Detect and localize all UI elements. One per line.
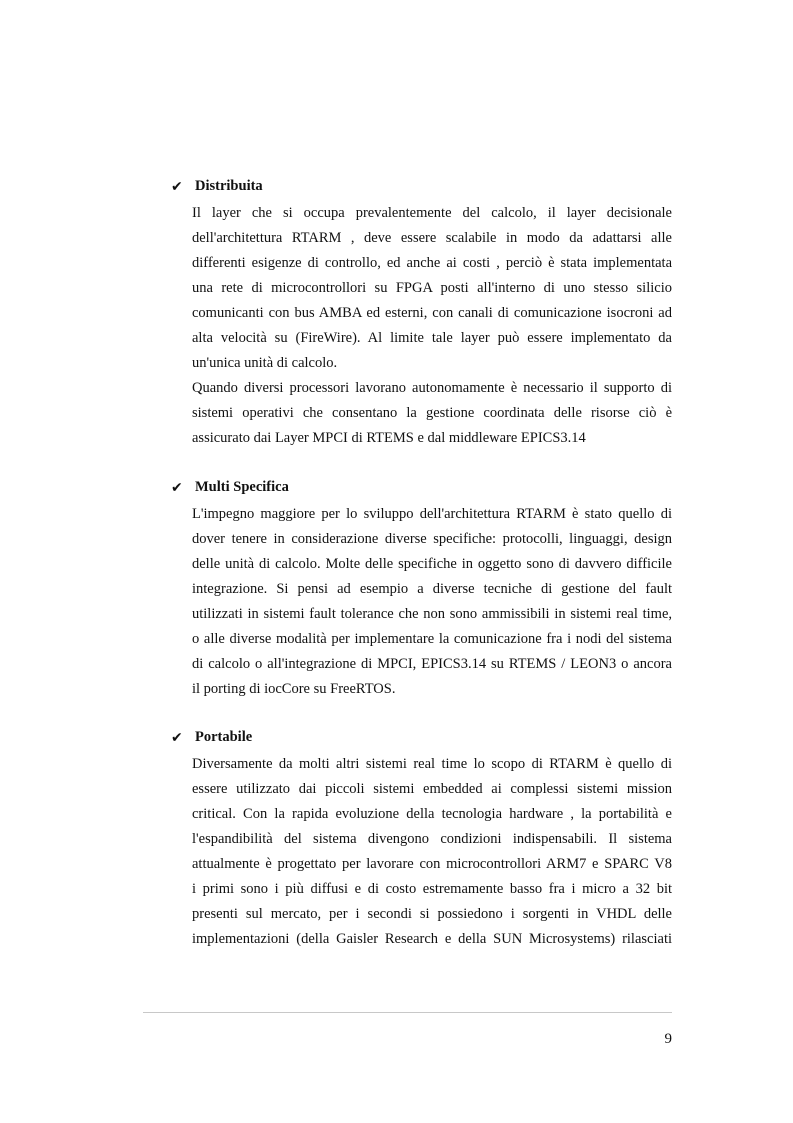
- paragraph: [168, 752, 672, 952]
- text-line: sistemi operativi che consentano la gestione coordinata delle risorse ciò è: [192, 405, 672, 421]
- text-line: integrazione. Si pensi ad esempio a diverse tecniche di gestione del fault: [192, 581, 672, 597]
- text-line: il porting di iocCore su FreeRTOS.: [192, 681, 396, 697]
- text-line: l'espandibilità del sistema divengono condizioni indispensabili. Il sistema: [192, 831, 672, 847]
- text-line: una rete di microcontrollori su FPGA posti all'interno di uno stesso silicio: [192, 280, 672, 296]
- paragraph: [168, 502, 672, 702]
- checkmark-bullet-icon: ✔: [171, 730, 183, 746]
- text-line: o alle diverse modalità per implementare la comunicazione fra i nodi del sistema: [192, 631, 672, 647]
- page-number: 9: [664, 1031, 672, 1047]
- text-line: un'unica unità di calcolo.: [192, 355, 338, 371]
- text-line: delle unità di calcolo. Molte delle specifiche in oggetto sono di davvero difficile: [192, 556, 672, 572]
- text-line: Quando diversi processori lavorano autonomamente è necessario il supporto di: [192, 380, 672, 396]
- section-heading: Distribuita: [195, 178, 263, 194]
- text-line: i primi sono i più diffusi e di costo estremamente basso fra i micro a 32 bit: [192, 881, 672, 897]
- text-line: alta velocità su (FireWire). Al limite tale layer può essere implementato da: [192, 330, 672, 346]
- text-line: utilizzati in sistemi fault tolerance che non sono ammissibili in sistemi real time,: [192, 606, 672, 622]
- text-line: L'impegno maggiore per lo sviluppo dell'architettura RTARM è stato quello di: [192, 506, 672, 522]
- section-heading-row: [168, 177, 672, 199]
- text-line: presenti sul mercato, per i secondi si possiedono i sorgenti in VHDL delle: [192, 906, 672, 922]
- text-line: assicurato dai Layer MPCI di RTEMS e dal middleware EPICS3.14: [192, 430, 586, 446]
- text-line: comunicanti con bus AMBA ed esterni, con canali di comunicazione isocroni ad: [192, 305, 672, 321]
- checkmark-bullet-icon: ✔: [171, 179, 183, 195]
- section-multi-specifica: [168, 478, 672, 702]
- text-line: essere utilizzato dai piccoli sistemi embedded ai complessi sistemi mission: [192, 781, 672, 797]
- text-line: critical. Con la rapida evoluzione della tecnologia hardware , la portabilità e: [192, 806, 672, 822]
- paragraph: [168, 376, 672, 451]
- section-heading: Portabile: [195, 729, 253, 745]
- text-line: implementazioni (della Gaisler Research e della SUN Microsystems) rilasciati: [192, 931, 672, 947]
- text-line: dell'architettura RTARM , deve essere scalabile in modo da adattarsi alle: [192, 230, 672, 246]
- text-line: di calcolo o all'integrazione di MPCI, EPICS3.14 su RTEMS / LEON3 o ancora: [192, 656, 672, 672]
- text-line: Diversamente da molti altri sistemi real time lo scopo di RTARM è quello di: [192, 756, 672, 772]
- checkmark-bullet-icon: ✔: [171, 480, 183, 496]
- text-line: differenti esigenze di controllo, ed anche ai costi , perciò è stata implementata: [192, 255, 672, 271]
- paragraph: [168, 201, 672, 376]
- section-heading-row: [168, 728, 672, 750]
- text-line: attualmente è progettato per lavorare con microcontrollori ARM7 e SPARC V8: [192, 856, 672, 872]
- text-line: Il layer che si occupa prevalentemente del calcolo, il layer decisionale: [192, 205, 672, 221]
- footer-divider: [143, 1012, 672, 1013]
- section-distribuita: [168, 177, 672, 451]
- section-heading: Multi Specifica: [195, 479, 289, 495]
- text-line: dover tenere in considerazione diverse specifiche: protocolli, linguaggi, design: [192, 531, 672, 547]
- section-portabile: [168, 728, 672, 952]
- section-heading-row: [168, 478, 672, 500]
